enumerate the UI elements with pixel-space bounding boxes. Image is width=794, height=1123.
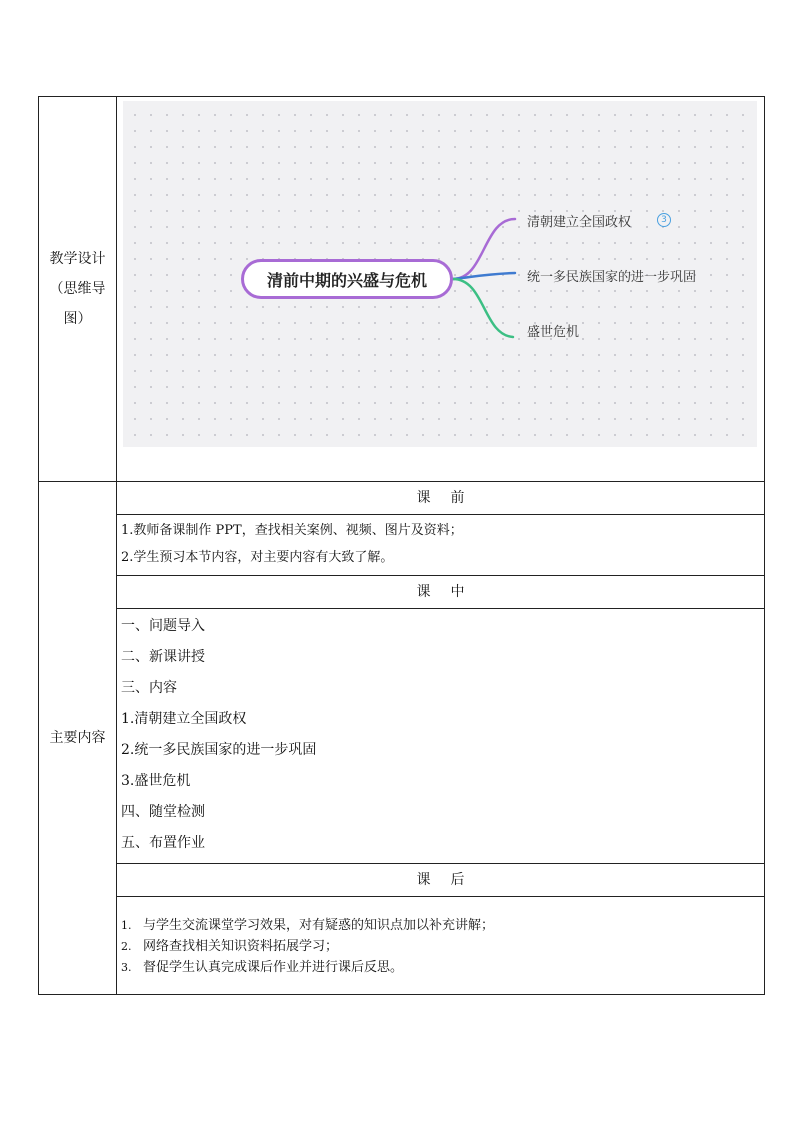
after-class-items [117,897,765,995]
during-item: 三、内容 [121,680,177,696]
after-item-text: 与学生交流课堂学习效果，对有疑惑的知识点加以补充讲解； [143,918,495,933]
mindmap-cell [117,97,765,482]
after-item-number: 2. [121,940,132,953]
mindmap-cell-padding [117,447,764,481]
mindmap-canvas [123,101,757,447]
during-item: 五、布置作业 [121,835,205,851]
heading-char: 课 [416,490,431,506]
count-badge-icon: 3 [657,213,671,227]
before-item: 2.学生预习本节内容，对主要内容有大致了解。 [121,550,394,565]
design-label-line: 教学设计 [49,251,106,267]
heading-char: 前 [450,490,465,506]
during-item: 二、新课讲授 [121,649,205,665]
after-item-text: 网络查找相关知识资料拓展学习； [143,939,339,954]
lesson-plan-table [38,96,765,995]
mindmap-branch-1[interactable]: 清朝建立全国政权 [527,215,632,230]
during-item: 3.盛世危机 [121,773,191,789]
after-item [121,936,764,957]
after-class-heading [117,864,765,897]
heading-char: 课 [416,872,431,888]
mindmap-branch-3[interactable]: 盛世危机 [527,325,580,340]
mindmap-link-3 [453,279,513,337]
after-item-number: 1. [121,919,132,932]
during-item: 2.统一多民族国家的进一步巩固 [121,742,317,758]
design-label-line: 图） [63,311,92,327]
heading-char: 中 [450,584,465,600]
mindmap-central-topic[interactable]: 清前中期的兴盛与危机 [241,259,453,299]
during-item: 1.清朝建立全国政权 [121,711,247,727]
during-item: 一、问题导入 [121,618,205,634]
during-class-items [117,609,765,864]
after-item-text: 督促学生认真完成课后作业并进行课后反思。 [143,960,404,975]
during-item: 四、随堂检测 [121,804,205,820]
after-item [121,915,764,936]
design-label-cell [39,97,117,482]
after-item-number: 3. [121,961,132,974]
before-class-heading [117,482,765,515]
design-label-line: （思维导 [49,281,106,297]
mindmap-branch-2[interactable]: 统一多民族国家的进一步巩固 [527,270,697,285]
during-class-heading [117,576,765,609]
heading-char: 课 [416,584,431,600]
before-class-items [117,515,765,576]
heading-char: 后 [450,872,465,888]
before-item: 1.教师备课制作 PPT，查找相关案例、视频、图片及资料； [121,523,463,538]
main-content-label: 主要内容 [39,482,117,995]
mindmap-link-1 [453,219,515,279]
after-item [121,957,764,978]
